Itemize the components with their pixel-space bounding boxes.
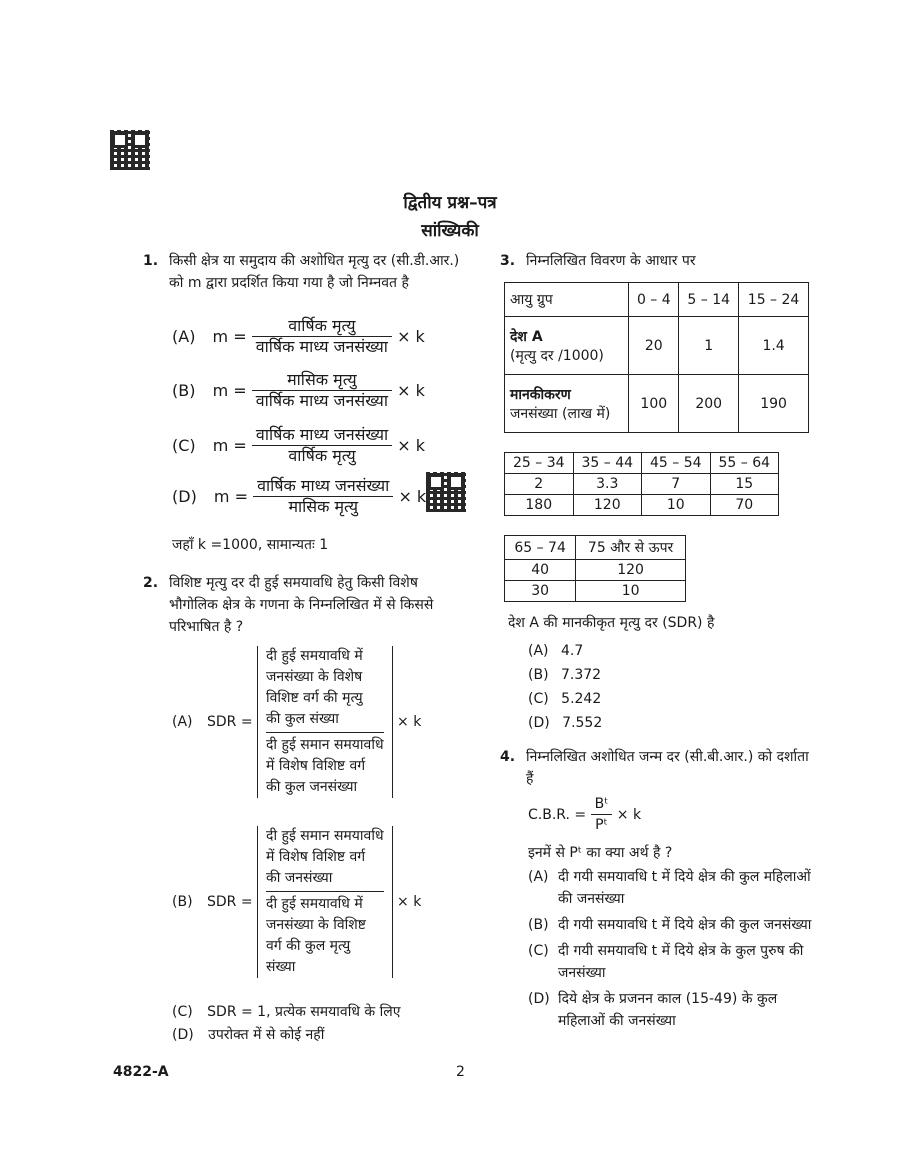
q4-options (528, 866, 828, 1032)
left-column (143, 250, 463, 294)
subject-title: सांख्यिकी (421, 221, 479, 241)
q4-formula: C.B.R. = $\frac{\text{Bᵗ}}{\text{Pᵗ}}$ × k (528, 796, 642, 833)
q1-option-c[interactable]: (C) m = $\frac{\text{वार्षिक माध्य जनसंख्या}}{\text{वार्षिक मृत्यु}}$ × k (172, 425, 426, 465)
booklet-code: 4822-A (113, 1064, 169, 1080)
question-2 (143, 572, 463, 638)
qr-code-top (110, 130, 150, 170)
q2-option-d[interactable]: (D) उपरोक्त में से कोई नहीं (172, 1027, 325, 1043)
qr-code-middle (426, 472, 466, 512)
q3-option-d[interactable]: (D) 7.552 (528, 715, 603, 731)
fraction: $\frac{\text{वार्षिक मृत्यु}}{\text{वार्षिक माध्य जनसंख्या}}$ (252, 316, 392, 357)
fraction: $\frac{\text{Bᵗ}}{\text{Pᵗ}}$ (591, 794, 613, 835)
q3-table-1 (504, 282, 809, 433)
table-row: 25 – 34 35 – 44 45 – 54 55 – 64 (505, 453, 779, 474)
table-row: 65 – 74 75 और से ऊपर (505, 536, 686, 560)
fraction: $\frac{\text{वार्षिक माध्य जनसंख्या}}{\text{मासिक मृत्यु}}$ (253, 476, 393, 517)
q1-note: जहाँ k =1000, सामान्यतः 1 (172, 537, 329, 553)
q4-option-a[interactable]: (A) दी गयी समयावधि t में दिये क्षेत्र की कुल महिलाओं की जनसंख्या (528, 869, 811, 907)
q1-option-b[interactable]: (B) m = $\frac{\text{मासिक मृत्यु}}{\text{वार्षिक माध्य जनसंख्या}}$ × k (172, 370, 425, 410)
question-text: निम्नलिखित अशोधित जन्म दर (सी.बी.आर.) को दर्शाता हैं (526, 749, 809, 787)
q2-option-a[interactable]: (A) SDR = दी हुई समयावधि में जनसंख्या के विशेष विशिष्ट वर्ग की मृत्यु की कुल संख्या दी हुई समान समयावधि में विशेष विशिष्ट वर्ग की कुल जनसंख्या × k (172, 646, 421, 798)
q3-option-a[interactable]: (A) 4.7 (528, 643, 584, 659)
fraction: $\frac{\text{मासिक मृत्यु}}{\text{वार्षिक माध्य जनसंख्या}}$ (252, 370, 392, 411)
q1-option-d[interactable]: (D) m = $\frac{\text{वार्षिक माध्य जनसंख्या}}{\text{मासिक मृत्यु}}$ × k (172, 476, 427, 516)
fraction: $\frac{\text{वार्षिक माध्य जनसंख्या}}{\text{वार्षिक मृत्यु}}$ (252, 425, 392, 466)
question-number: 2. (143, 575, 159, 591)
big-fraction: दी हुई समान समयावधि में विशेष विशिष्ट वर्ग की जनसंख्या दी हुई समयावधि में जनसंख्या के विशिष्ट वर्ग की कुल मृत्यु संख्या (257, 826, 393, 978)
question-4 (500, 746, 820, 790)
q4-option-b[interactable]: (B) दी गयी समयावधि t में दिये क्षेत्र की कुल जनसंख्या (528, 917, 812, 933)
question-1 (143, 250, 463, 294)
table-row: 2 3.3 7 15 (505, 474, 779, 495)
question-3 (500, 250, 820, 272)
table-row: आयु ग्रुप 0 – 4 5 – 14 15 – 24 (505, 283, 809, 317)
question-text: किसी क्षेत्र या समुदाय की अशोधित मृत्यु दर (सी.डी.आर.) को m द्वारा प्रदर्शित किया गया है जो निम्नवत है (169, 253, 460, 291)
q1-option-a[interactable]: (A) m = $\frac{\text{वार्षिक मृत्यु}}{\text{वार्षिक माध्य जनसंख्या}}$ × k (172, 316, 425, 356)
question-number: 1. (143, 253, 159, 269)
question-text: विशिष्ट मृत्यु दर दी हुई समयावधि हेतु किसी विशेष भौगोलिक क्षेत्र के गणना के निम्नलिखित में से किससे परिभाषित है ? (169, 575, 434, 635)
page-number: 2 (456, 1064, 465, 1080)
q3-table-3 (504, 535, 686, 602)
q4-option-d[interactable]: (D) दिये क्षेत्र के प्रजनन काल (15-49) के कुल महिलाओं की जनसंख्या (528, 991, 778, 1029)
q3-option-c[interactable]: (C) 5.242 (528, 691, 602, 707)
q2-option-c[interactable]: (C) SDR = 1, प्रत्येक समयावधि के लिए (172, 1004, 401, 1020)
question-number: 4. (500, 749, 516, 765)
q4-option-c[interactable]: (C) दी गयी समयावधि t में दिये क्षेत्र के कुल पुरुष की जनसंख्या (528, 943, 804, 981)
big-fraction: दी हुई समयावधि में जनसंख्या के विशेष विशिष्ट वर्ग की मृत्यु की कुल संख्या दी हुई समान समयावधि में विशेष विशिष्ट वर्ग की कुल जनसंख्या (257, 646, 393, 798)
question-text: निम्नलिखित विवरण के आधार पर (526, 253, 696, 269)
question-number: 3. (500, 253, 516, 269)
table-row: मानकीकरण जनसंख्या (लाख में) 100 200 190 (505, 375, 809, 433)
q2-option-b[interactable]: (B) SDR = दी हुई समान समयावधि में विशेष विशिष्ट वर्ग की जनसंख्या दी हुई समयावधि में जनसंख्या के विशिष्ट वर्ग की कुल मृत्यु संख्या × k (172, 826, 421, 978)
paper-title: द्वितीय प्रश्न–पत्र (403, 193, 497, 213)
table-row: 40 120 (505, 560, 686, 581)
table-row: देश A (मृत्यु दर /1000) 20 1 1.4 (505, 317, 809, 375)
table-row: 180 120 10 70 (505, 495, 779, 516)
q3-option-b[interactable]: (B) 7.372 (528, 667, 602, 683)
q3-options (528, 640, 602, 736)
q3-question: देश A की मानकीकृत मृत्यु दर (SDR) है (508, 615, 715, 631)
q3-table-2 (504, 452, 779, 516)
table-row: 30 10 (505, 581, 686, 602)
q4-question: इनमें से Pᵗ का क्या अर्थ है ? (528, 845, 673, 861)
